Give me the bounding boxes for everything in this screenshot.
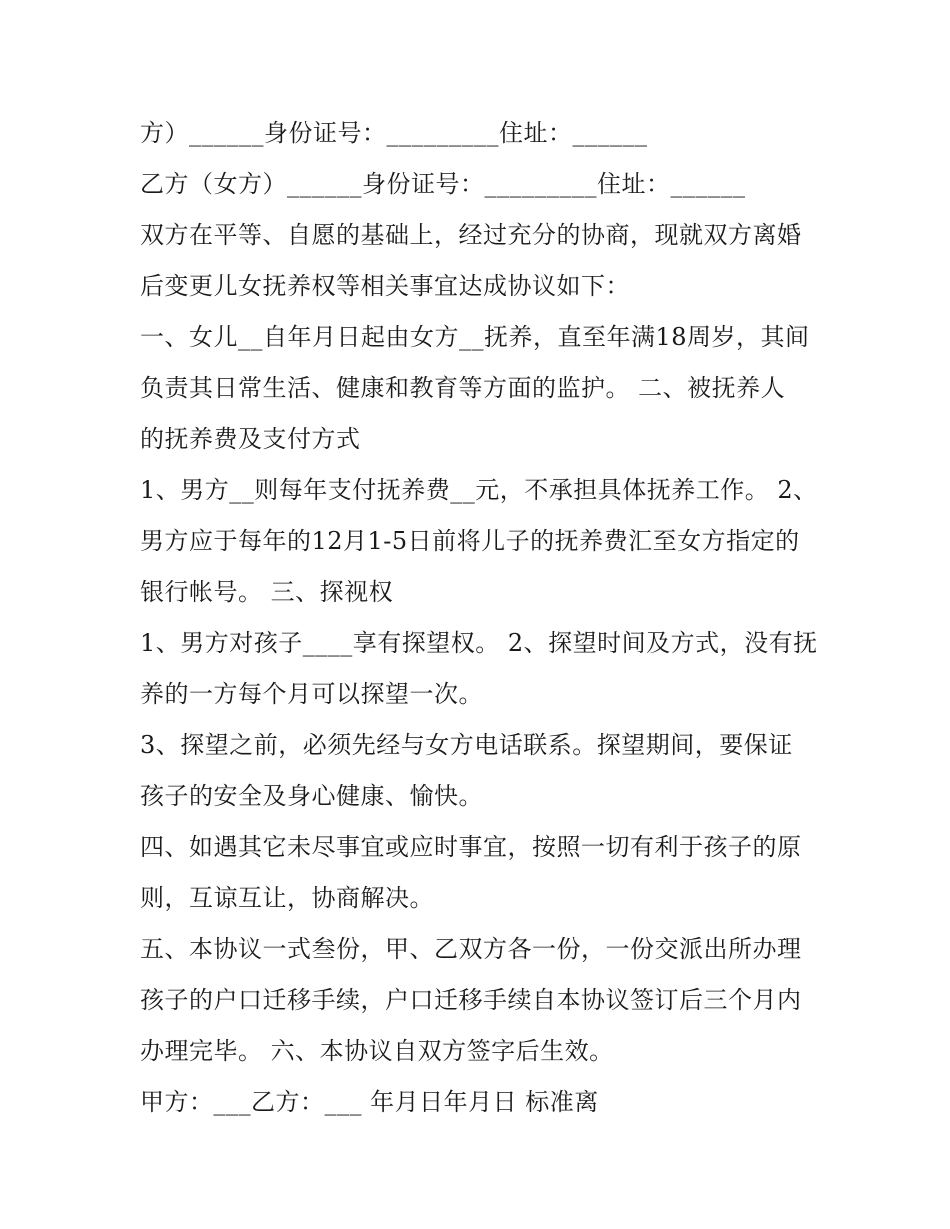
- text-line: 孩子的安全及身心健康、愉快。: [140, 782, 483, 810]
- text-line: 的抚养费及支付方式: [140, 425, 361, 453]
- text-line: 1、男方__则每年支付抚养费__元，不承担具体抚养工作。 2、: [140, 476, 818, 504]
- text-line: 孩子的户口迁移手续，户口迁移手续自本协议签订后三个月内: [140, 986, 802, 1014]
- text-line: 3、探望之前，必须先经与女方电话联系。探望期间，要保证: [140, 731, 793, 759]
- text-line: 后变更儿女抚养权等相关事宜达成协议如下：: [140, 272, 630, 300]
- text-line: 男方应于每年的12月1-5日前将儿子的抚养费汇至女方指定的: [140, 527, 800, 555]
- text-line: 银行帐号。 三、探视权: [140, 578, 394, 606]
- text-line: 双方在平等、自愿的基础上，经过充分的协商，现就双方离婚: [140, 221, 802, 249]
- text-line: 1、男方对孩子____享有探望权。 2、探望时间及方式，没有抚: [140, 629, 818, 657]
- text-line: 甲方：___乙方：___ 年月日年月日 标准离: [140, 1088, 599, 1116]
- text-line: 养的一方每个月可以探望一次。: [140, 680, 483, 708]
- document-body: [140, 108, 820, 1128]
- text-line: 一、女儿__自年月日起由女方__抚养，直至年满18周岁，其间: [140, 323, 810, 351]
- text-line: 方）______身份证号：_________住址：______: [140, 119, 648, 147]
- text-line: 则，互谅互让，协商解决。: [140, 884, 434, 912]
- text-line: 四、如遇其它未尽事宜或应时事宜，按照一切有利于孩子的原: [140, 833, 802, 861]
- text-line: 五、本协议一式叁份，甲、乙双方各一份，一份交派出所办理: [140, 935, 802, 963]
- text-line: 负责其日常生活、健康和教育等方面的监护。 二、被抚养人: [140, 374, 786, 402]
- text-line: 办理完毕。 六、本协议自双方签字后生效。: [140, 1037, 614, 1065]
- text-line: 乙方（女方）______身份证号：_________住址：______: [140, 170, 746, 198]
